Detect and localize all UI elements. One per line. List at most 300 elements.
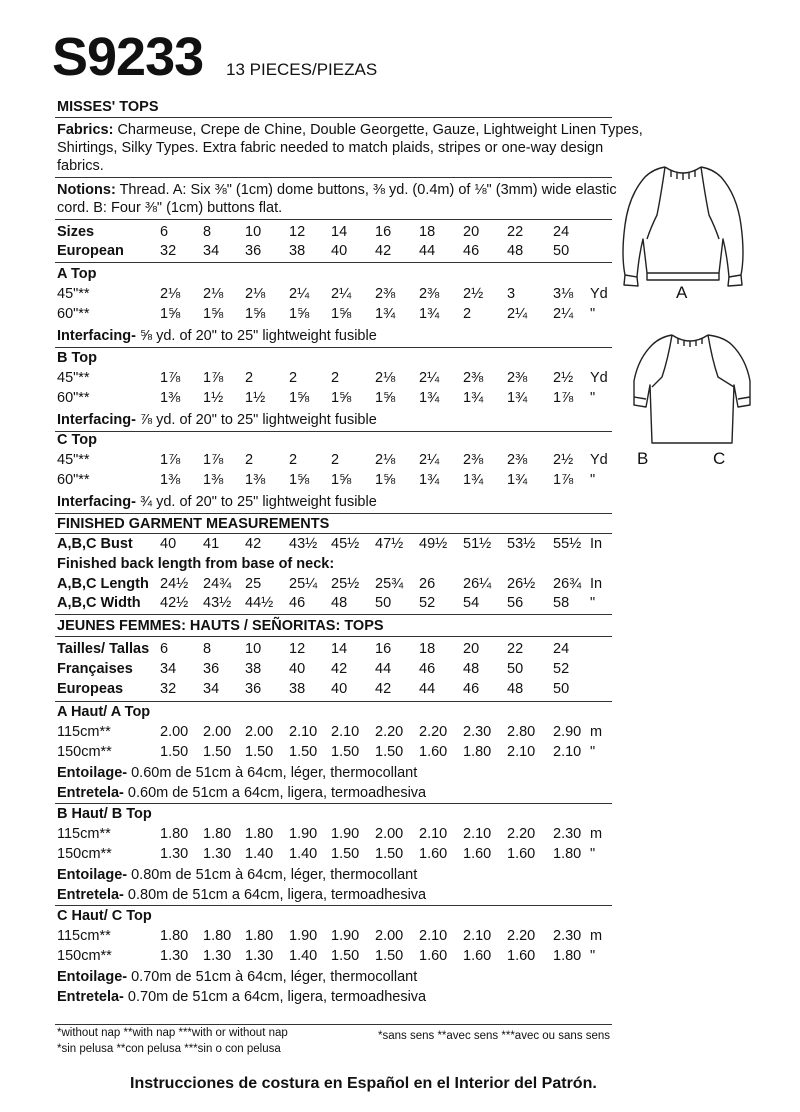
table-cell: 2.00 bbox=[203, 724, 232, 740]
yardage-60-row-unit: " bbox=[590, 472, 596, 488]
table-cell: 2 bbox=[245, 452, 254, 468]
table-cell: 54 bbox=[463, 595, 480, 611]
table-cell: 48 bbox=[507, 243, 524, 259]
table-cell: 1⅝ bbox=[375, 472, 396, 488]
table-cell: 46 bbox=[463, 243, 480, 259]
table-cell: 1⅝ bbox=[203, 306, 224, 322]
table-cell: 2¼ bbox=[507, 306, 528, 322]
table-cell: 52 bbox=[553, 661, 570, 677]
table-cell: 2¼ bbox=[331, 286, 352, 302]
table-cell: 1½ bbox=[203, 390, 224, 406]
table-cell: 2¼ bbox=[553, 306, 574, 322]
interfacing-line-text: ⅝ yd. of 20" to 25" lightweight fusible bbox=[135, 328, 377, 344]
table-cell: 10 bbox=[245, 224, 262, 240]
table-cell: 38 bbox=[289, 681, 306, 697]
table-cell: 1.80 bbox=[553, 948, 582, 964]
table-cell: 1⅞ bbox=[160, 370, 181, 386]
table-cell: 1.50 bbox=[331, 846, 360, 862]
view-heading: C Top bbox=[57, 432, 97, 448]
divider bbox=[55, 513, 612, 514]
view-heading: B Top bbox=[57, 350, 97, 366]
divider bbox=[55, 347, 612, 348]
table-cell: 2⅜ bbox=[463, 452, 484, 468]
table-cell: 25¼ bbox=[289, 576, 318, 592]
table-cell: 32 bbox=[160, 243, 177, 259]
table-cell: 44 bbox=[419, 681, 436, 697]
table-cell: 2.10 bbox=[419, 928, 448, 944]
table-cell: 40 bbox=[331, 681, 348, 697]
table-cell: 24 bbox=[553, 224, 570, 240]
table-cell: 51½ bbox=[463, 536, 492, 552]
view-label-a: A bbox=[676, 283, 688, 302]
table-cell: 34 bbox=[160, 661, 177, 677]
meterage-150-row-label: 150cm** bbox=[57, 846, 112, 862]
tailles-row-label: Tailles/ Tallas bbox=[57, 641, 150, 657]
table-cell: 1⅝ bbox=[245, 306, 266, 322]
table-cell: 44 bbox=[375, 661, 392, 677]
table-cell: 1¾ bbox=[463, 390, 484, 406]
nap-legend-english: *without nap **with nap ***with or without nap bbox=[57, 1027, 288, 1039]
view-heading: A Top bbox=[57, 266, 97, 282]
entretela-line bbox=[57, 886, 426, 904]
table-cell: 41 bbox=[203, 536, 220, 552]
table-cell: 1.80 bbox=[245, 826, 274, 842]
table-cell: 2⅛ bbox=[245, 286, 266, 302]
yardage-45-row-unit: Yd bbox=[590, 370, 608, 386]
fabrics-line-2-text: Shirtings, Silky Types. Extra fabric needed to match plaids, stripes or one-way design bbox=[57, 140, 604, 156]
table-cell: 46 bbox=[463, 681, 480, 697]
table-cell: 2⅜ bbox=[463, 370, 484, 386]
width-row-unit: " bbox=[590, 595, 596, 611]
table-cell: 42 bbox=[375, 681, 392, 697]
meterage-150-row-unit: " bbox=[590, 846, 596, 862]
table-cell: 1.60 bbox=[463, 948, 492, 964]
table-cell: 25 bbox=[245, 576, 262, 592]
table-cell: 2.20 bbox=[507, 928, 536, 944]
nap-legend-french: *sans sens **avec sens ***avec ou sans sens bbox=[378, 1030, 611, 1042]
width-row-label: A,B,C Width bbox=[57, 595, 141, 611]
table-cell: 1⅞ bbox=[553, 472, 574, 488]
table-cell: 36 bbox=[203, 661, 220, 677]
view-heading: C Haut/ C Top bbox=[57, 908, 152, 924]
table-cell: 1¾ bbox=[419, 472, 440, 488]
length-row-label: A,B,C Length bbox=[57, 576, 149, 592]
divider bbox=[55, 905, 612, 906]
table-cell: 2⅜ bbox=[419, 286, 440, 302]
divider bbox=[55, 219, 612, 220]
yardage-60-row-label: 60"** bbox=[57, 390, 90, 406]
interfacing-line-text: ¾ yd. of 20" to 25" lightweight fusible bbox=[135, 494, 377, 510]
divider bbox=[55, 1024, 612, 1025]
table-cell: 1.50 bbox=[289, 744, 318, 760]
table-cell: 2 bbox=[245, 370, 254, 386]
table-cell: 2.20 bbox=[375, 724, 404, 740]
table-cell: 2.30 bbox=[463, 724, 492, 740]
table-cell: 50 bbox=[553, 243, 570, 259]
yardage-60-row-label: 60"** bbox=[57, 472, 90, 488]
meterage-115-row-unit: m bbox=[590, 826, 603, 842]
table-cell: 1.50 bbox=[331, 948, 360, 964]
interfacing-line-label: Interfacing- bbox=[57, 412, 136, 428]
table-cell: 1.50 bbox=[203, 744, 232, 760]
table-cell: 1.90 bbox=[289, 826, 318, 842]
section-title-spanish: JEUNES FEMMES: HAUTS / SEÑORITAS: TOPS bbox=[57, 618, 384, 634]
table-cell: 40 bbox=[289, 661, 306, 677]
interfacing-line bbox=[57, 493, 377, 511]
table-cell: 1.30 bbox=[245, 948, 274, 964]
table-cell: 1⅝ bbox=[331, 390, 352, 406]
table-cell: 2 bbox=[289, 452, 298, 468]
table-cell: 49½ bbox=[419, 536, 448, 552]
meterage-115-row-label: 115cm** bbox=[57, 724, 111, 740]
table-cell: 1⅝ bbox=[289, 472, 310, 488]
table-cell: 2.10 bbox=[463, 826, 492, 842]
table-cell: 1¾ bbox=[375, 306, 396, 322]
fabrics-line-2 bbox=[57, 139, 603, 157]
table-cell: 38 bbox=[245, 661, 262, 677]
table-cell: 26¾ bbox=[553, 576, 582, 592]
table-cell: 24 bbox=[553, 641, 570, 657]
table-cell: 38 bbox=[289, 243, 306, 259]
table-cell: 18 bbox=[419, 224, 436, 240]
table-cell: 42½ bbox=[160, 595, 189, 611]
notions-line-1 bbox=[57, 181, 617, 199]
fabrics-line-3-text: fabrics. bbox=[57, 158, 104, 174]
table-cell: 53½ bbox=[507, 536, 536, 552]
entretela-line-text: 0.60m de 51cm a 64cm, ligera, termoadhesiva bbox=[123, 785, 427, 801]
table-cell: 12 bbox=[289, 224, 306, 240]
table-cell: 1.80 bbox=[160, 826, 189, 842]
table-cell: 1⅝ bbox=[289, 306, 310, 322]
top-bc-illustration bbox=[628, 325, 758, 450]
view-label-b: B bbox=[637, 449, 649, 468]
table-cell: 26¼ bbox=[463, 576, 492, 592]
table-cell: 48 bbox=[463, 661, 480, 677]
meterage-115-row-label: 115cm** bbox=[57, 928, 111, 944]
fabrics-line-1-label: Fabrics: bbox=[57, 122, 114, 138]
table-cell: 48 bbox=[331, 595, 348, 611]
table-cell: 1⅝ bbox=[289, 390, 310, 406]
table-cell: 50 bbox=[375, 595, 392, 611]
table-cell: 52 bbox=[419, 595, 436, 611]
table-cell: 44 bbox=[419, 243, 436, 259]
entoilage-line-text: 0.60m de 51cm à 64cm, léger, thermocollant bbox=[127, 765, 418, 781]
table-cell: 34 bbox=[203, 243, 220, 259]
table-cell: 8 bbox=[203, 641, 212, 657]
pattern-number: S9233 bbox=[52, 27, 204, 87]
entretela-line-label: Entretela- bbox=[57, 887, 124, 903]
table-cell: 1.50 bbox=[245, 744, 274, 760]
table-cell: 36 bbox=[245, 243, 262, 259]
view-heading: B Haut/ B Top bbox=[57, 806, 152, 822]
table-cell: 42 bbox=[245, 536, 262, 552]
divider bbox=[55, 803, 612, 804]
table-cell: 40 bbox=[160, 536, 177, 552]
yardage-45-row-unit: Yd bbox=[590, 286, 608, 302]
fabrics-line-1 bbox=[57, 121, 643, 139]
table-cell: 42 bbox=[331, 661, 348, 677]
meterage-150-row-label: 150cm** bbox=[57, 744, 112, 760]
table-cell: 16 bbox=[375, 641, 392, 657]
table-cell: 2⅜ bbox=[507, 452, 528, 468]
table-cell: 6 bbox=[160, 224, 169, 240]
table-cell: 2.30 bbox=[553, 826, 582, 842]
table-cell: 58 bbox=[553, 595, 570, 611]
table-cell: 1.50 bbox=[160, 744, 189, 760]
meterage-150-row-label: 150cm** bbox=[57, 948, 112, 964]
table-cell: 2⅛ bbox=[160, 286, 181, 302]
table-cell: 1.40 bbox=[245, 846, 274, 862]
table-cell: 25½ bbox=[331, 576, 360, 592]
table-cell: 2.10 bbox=[419, 826, 448, 842]
divider bbox=[55, 177, 612, 178]
meterage-150-row-unit: " bbox=[590, 744, 596, 760]
table-cell: 20 bbox=[463, 224, 480, 240]
table-cell: 1¾ bbox=[419, 390, 440, 406]
interfacing-line-label: Interfacing- bbox=[57, 494, 136, 510]
fabrics-line-3 bbox=[57, 157, 104, 175]
table-cell: 34 bbox=[203, 681, 220, 697]
table-cell: 1⅜ bbox=[203, 472, 224, 488]
entretela-line-label: Entretela- bbox=[57, 785, 124, 801]
table-cell: 2.00 bbox=[375, 928, 404, 944]
table-cell: 1.80 bbox=[553, 846, 582, 862]
table-cell: 50 bbox=[507, 661, 524, 677]
table-cell: 1⅝ bbox=[160, 306, 181, 322]
table-cell: 43½ bbox=[289, 536, 318, 552]
table-cell: 2.10 bbox=[463, 928, 492, 944]
entoilage-line bbox=[57, 968, 417, 986]
table-cell: 2 bbox=[463, 306, 472, 322]
table-cell: 1.80 bbox=[203, 928, 232, 944]
table-cell: 2⅛ bbox=[375, 452, 396, 468]
table-cell: 1.60 bbox=[419, 948, 448, 964]
table-cell: 2.10 bbox=[507, 744, 536, 760]
meterage-115-row-unit: m bbox=[590, 724, 603, 740]
table-cell: 18 bbox=[419, 641, 436, 657]
table-cell: 1.90 bbox=[289, 928, 318, 944]
table-cell: 47½ bbox=[375, 536, 404, 552]
yardage-60-row-label: 60"** bbox=[57, 306, 90, 322]
table-cell: 1.30 bbox=[203, 846, 232, 862]
meterage-115-row-label: 115cm** bbox=[57, 826, 111, 842]
table-cell: 1.30 bbox=[160, 846, 189, 862]
finished-measurements-title: FINISHED GARMENT MEASUREMENTS bbox=[57, 516, 330, 532]
table-cell: 2⅛ bbox=[203, 286, 224, 302]
table-cell: 42 bbox=[375, 243, 392, 259]
table-cell: 14 bbox=[331, 224, 348, 240]
spanish-instructions-note: Instrucciones de costura en Español en el Interior del Patrón. bbox=[130, 1075, 597, 1092]
table-cell: 1.90 bbox=[331, 928, 360, 944]
table-cell: 6 bbox=[160, 641, 169, 657]
entoilage-line-label: Entoilage- bbox=[57, 867, 128, 883]
table-cell: 44½ bbox=[245, 595, 274, 611]
notions-line-2-text: cord. B: Four ⅜" (1cm) buttons flat. bbox=[57, 200, 283, 216]
table-cell: 2.00 bbox=[160, 724, 189, 740]
table-cell: 1⅝ bbox=[331, 306, 352, 322]
table-cell: 1⅞ bbox=[553, 390, 574, 406]
table-cell: 1.50 bbox=[331, 744, 360, 760]
table-cell: 14 bbox=[331, 641, 348, 657]
table-cell: 2½ bbox=[553, 452, 574, 468]
entretela-line bbox=[57, 988, 426, 1006]
table-cell: 1.60 bbox=[419, 744, 448, 760]
meterage-115-row-unit: m bbox=[590, 928, 603, 944]
top-a-illustration bbox=[613, 155, 753, 295]
divider bbox=[55, 431, 612, 432]
table-cell: 1⅝ bbox=[331, 472, 352, 488]
table-cell: 2¼ bbox=[289, 286, 310, 302]
table-cell: 10 bbox=[245, 641, 262, 657]
interfacing-line-label: Interfacing- bbox=[57, 328, 136, 344]
table-cell: 1⅞ bbox=[203, 370, 224, 386]
table-cell: 45½ bbox=[331, 536, 360, 552]
table-cell: 56 bbox=[507, 595, 524, 611]
divider bbox=[55, 117, 612, 118]
nap-legend-spanish: *sin pelusa **con pelusa ***sin o con pelusa bbox=[57, 1043, 281, 1055]
table-cell: 50 bbox=[553, 681, 570, 697]
table-cell: 43½ bbox=[203, 595, 232, 611]
francaises-row-label: Françaises bbox=[57, 661, 133, 677]
view-heading: A Haut/ A Top bbox=[57, 704, 151, 720]
table-cell: 3 bbox=[507, 286, 516, 302]
notions-line-1-text: Thread. A: Six ⅜" (1cm) dome buttons, ⅜ yd. (0.4m) of ⅛" (3mm) wide elastic bbox=[115, 182, 617, 198]
entretela-line-text: 0.80m de 51cm a 64cm, ligera, termoadhesiva bbox=[123, 887, 427, 903]
table-cell: 1.60 bbox=[419, 846, 448, 862]
piece-count: 13 PIECES/PIEZAS bbox=[226, 60, 378, 79]
table-cell: 1⅞ bbox=[203, 452, 224, 468]
table-cell: 22 bbox=[507, 641, 524, 657]
entoilage-line bbox=[57, 866, 417, 884]
meterage-150-row-unit: " bbox=[590, 948, 596, 964]
table-cell: 1½ bbox=[245, 390, 266, 406]
divider bbox=[55, 701, 612, 702]
table-cell: 2⅜ bbox=[507, 370, 528, 386]
table-cell: 2.00 bbox=[375, 826, 404, 842]
table-cell: 1.60 bbox=[507, 846, 536, 862]
table-cell: 1.80 bbox=[463, 744, 492, 760]
table-cell: 1.80 bbox=[160, 928, 189, 944]
table-cell: 1¾ bbox=[419, 306, 440, 322]
table-cell: 3⅛ bbox=[553, 286, 574, 302]
notions-line-1-label: Notions: bbox=[57, 182, 116, 198]
table-cell: 2¼ bbox=[419, 452, 440, 468]
entoilage-line-label: Entoilage- bbox=[57, 969, 128, 985]
table-cell: 1.50 bbox=[375, 846, 404, 862]
divider bbox=[55, 614, 612, 615]
table-cell: 2⅛ bbox=[375, 370, 396, 386]
table-cell: 1.30 bbox=[203, 948, 232, 964]
entoilage-line bbox=[57, 764, 417, 782]
table-cell: 1¾ bbox=[463, 472, 484, 488]
view-label-c: C bbox=[713, 449, 726, 468]
table-cell: 2 bbox=[289, 370, 298, 386]
table-cell: 2.20 bbox=[507, 826, 536, 842]
table-cell: 22 bbox=[507, 224, 524, 240]
yardage-60-row-unit: " bbox=[590, 390, 596, 406]
divider bbox=[55, 533, 612, 534]
interfacing-line-text: ⅞ yd. of 20" to 25" lightweight fusible bbox=[135, 412, 377, 428]
table-cell: 12 bbox=[289, 641, 306, 657]
table-cell: 2.30 bbox=[553, 928, 582, 944]
table-cell: 26 bbox=[419, 576, 436, 592]
table-cell: 55½ bbox=[553, 536, 582, 552]
table-cell: 40 bbox=[331, 243, 348, 259]
table-cell: 1.50 bbox=[375, 744, 404, 760]
table-cell: 20 bbox=[463, 641, 480, 657]
table-cell: 1.90 bbox=[331, 826, 360, 842]
interfacing-line bbox=[57, 327, 377, 345]
bust-row-unit: In bbox=[590, 536, 603, 552]
table-cell: 1.40 bbox=[289, 846, 318, 862]
table-cell: 1.60 bbox=[507, 948, 536, 964]
entoilage-line-text: 0.70m de 51cm à 64cm, léger, thermocollant bbox=[127, 969, 418, 985]
table-cell: 2½ bbox=[553, 370, 574, 386]
back-length-title: Finished back length from base of neck: bbox=[57, 556, 335, 572]
table-cell: 46 bbox=[289, 595, 306, 611]
table-cell: 2.20 bbox=[419, 724, 448, 740]
european-row-label: European bbox=[57, 243, 124, 259]
sizes-row-label: Sizes bbox=[57, 224, 95, 240]
table-cell: 1⅝ bbox=[375, 390, 396, 406]
entoilage-line-label: Entoilage- bbox=[57, 765, 128, 781]
table-cell: 1⅞ bbox=[160, 452, 181, 468]
bust-row-label: A,B,C Bust bbox=[57, 536, 133, 552]
table-cell: 46 bbox=[419, 661, 436, 677]
table-cell: 1⅜ bbox=[160, 390, 181, 406]
yardage-45-row-label: 45"** bbox=[57, 452, 90, 468]
yardage-45-row-unit: Yd bbox=[590, 452, 608, 468]
table-cell: 1.80 bbox=[203, 826, 232, 842]
table-cell: 2.10 bbox=[331, 724, 360, 740]
entretela-line-label: Entretela- bbox=[57, 989, 124, 1005]
table-cell: 1.50 bbox=[375, 948, 404, 964]
interfacing-line bbox=[57, 411, 377, 429]
table-cell: 2.10 bbox=[289, 724, 318, 740]
entretela-line bbox=[57, 784, 426, 802]
table-cell: 2.10 bbox=[553, 744, 582, 760]
table-cell: 1.60 bbox=[463, 846, 492, 862]
divider bbox=[55, 262, 612, 263]
table-cell: 2.90 bbox=[553, 724, 582, 740]
table-cell: 1.80 bbox=[245, 928, 274, 944]
table-cell: 2½ bbox=[463, 286, 484, 302]
table-cell: 2¼ bbox=[419, 370, 440, 386]
divider bbox=[55, 636, 612, 637]
table-cell: 36 bbox=[245, 681, 262, 697]
table-cell: 2.80 bbox=[507, 724, 536, 740]
table-cell: 1¾ bbox=[507, 472, 528, 488]
table-cell: 32 bbox=[160, 681, 177, 697]
table-cell: 26½ bbox=[507, 576, 536, 592]
section-title-misses-tops: MISSES' TOPS bbox=[57, 99, 159, 115]
yardage-45-row-label: 45"** bbox=[57, 286, 90, 302]
table-cell: 24¾ bbox=[203, 576, 232, 592]
table-cell: 2⅜ bbox=[375, 286, 396, 302]
table-cell: 1.40 bbox=[289, 948, 318, 964]
table-cell: 25¾ bbox=[375, 576, 404, 592]
table-cell: 8 bbox=[203, 224, 212, 240]
table-cell: 1⅜ bbox=[245, 472, 266, 488]
table-cell: 1⅜ bbox=[160, 472, 181, 488]
yardage-60-row-unit: " bbox=[590, 306, 596, 322]
fabrics-line-1-text: Charmeuse, Crepe de Chine, Double Georgette, Gauze, Lightweight Linen Types, bbox=[113, 122, 643, 138]
table-cell: 2.00 bbox=[245, 724, 274, 740]
table-cell: 48 bbox=[507, 681, 524, 697]
entretela-line-text: 0.70m de 51cm a 64cm, ligera, termoadhesiva bbox=[123, 989, 427, 1005]
notions-line-2 bbox=[57, 199, 282, 217]
table-cell: 2 bbox=[331, 452, 340, 468]
